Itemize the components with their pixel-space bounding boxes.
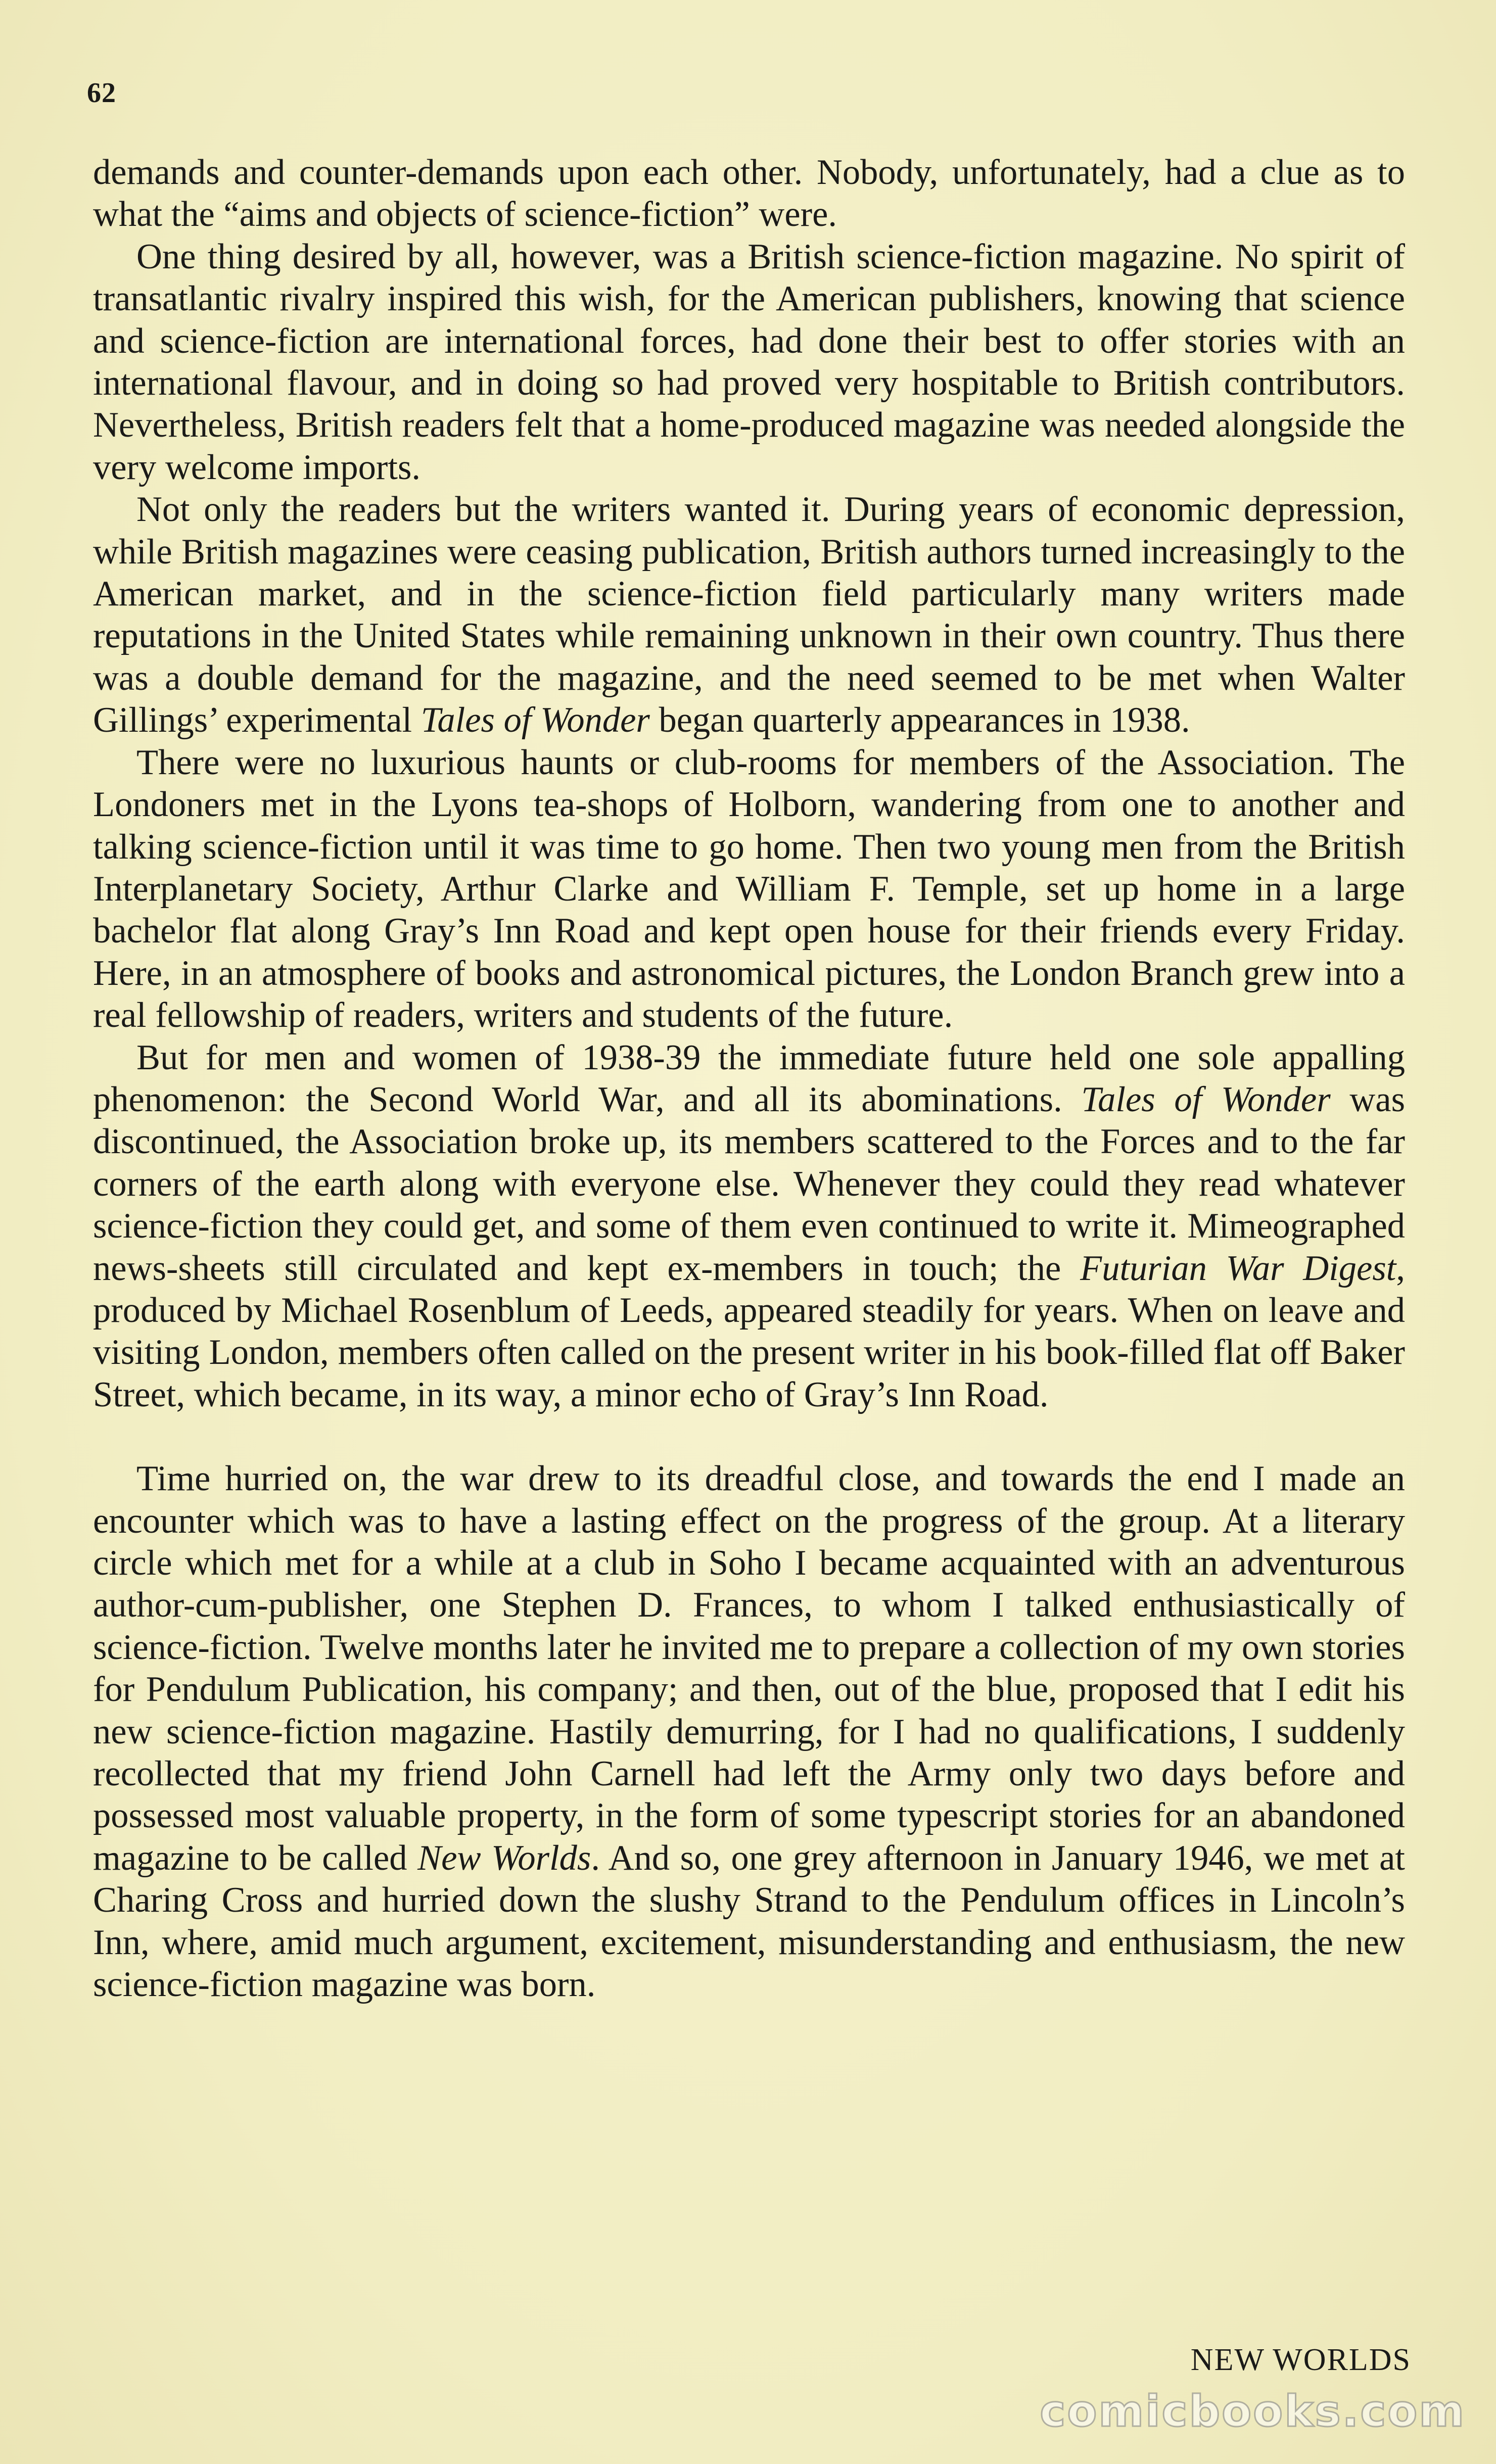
- paragraph: [93, 742, 1405, 1037]
- paragraph: [93, 1037, 1405, 1416]
- text-run: . And so, one grey afternoon in January 1946, we met at Charing Cross and hurried down the slushy Strand to the Pendulum offices in Lincoln’s Inn, where, amid much argument, excitement, misunderstanding and enthusiasm, the new science-fiction magazine was born.: [93, 1838, 1405, 2005]
- page-number: 62: [87, 77, 116, 109]
- text-run: One thing desired by all, however, was a British science-fiction magazine. No spirit of transatlantic rivalry inspired this wish, for the American publishers, knowing that science and science-fiction are international forces, had done their best to offer stories with an international flavour, and in doing so had proved very hospitable to British contributors. Nevertheless, British readers felt that a home-produced magazine was needed alongside the very welcome imports.: [93, 236, 1405, 487]
- paragraph: [93, 236, 1405, 489]
- text-run: was discontinued, the Association broke up, its members scattered to the Forces and to the far corners of the earth along with everyone else. Whenever they could they read whatever science-fiction they could get, and some of them even continued to write it. Mimeographed news-sheets still circulated and kept ex-members in touch; the: [93, 1079, 1406, 1288]
- text-run: demands and counter-demands upon each other. Nobody, unfortunately, had a clue as to what the “aims and objects of science-fiction” were.: [93, 153, 1405, 234]
- italic-title: Tales of Wonder: [420, 700, 650, 740]
- watermark: comicbooks.com: [1040, 2386, 1466, 2437]
- article-body: [93, 152, 1405, 2006]
- paragraph: [93, 489, 1405, 741]
- paragraph: [93, 152, 1405, 236]
- text-run: There were no luxurious haunts or club-rooms for members of the Association. The Londoners met in the Lyons tea-shops of Holborn, wandering from one to another and talking science-fiction until it was time to go home. Then two young men from the British Interplanetary Society, Arthur Clarke and William F. Temple, set up home in a large bachelor flat along Gray’s Inn Road and kept open house for their friends every Friday. Here, in an atmosphere of books and astronomical pictures, the London Branch grew into a real fellowship of readers, writers and students of the future.: [93, 742, 1405, 1035]
- running-footer: NEW WORLDS: [1190, 2343, 1411, 2377]
- text-run: But for men and women of 1938-39 the immediate future held one sole appalling phenomenon: the Second World War, and all its abominations.: [93, 1037, 1405, 1119]
- italic-title: Futurian War Digest: [1080, 1248, 1396, 1288]
- text-run: began quarterly appearances in 1938.: [649, 700, 1190, 740]
- text-run: Time hurried on, the war drew to its dreadful close, and towards the end I made an encounter which was to have a lasting effect on the progress of the group. At a literary circle which met for a while at a club in Soho I became acquainted with an adventurous author-cum-publisher, one Stephen D. Frances, to whom I talked enthusiastically of science-fiction. Twelve months later he invited me to prepare a collection of my own stories for Pendulum Publication, his company; and then, out of the blue, proposed that I edit his new science-fiction magazine. Hastily demurring, for I had no qualifications, I suddenly recollected that my friend John Carnell had left the Army only two days before and possessed most valuable property, in the form of some typescript stories for an abandoned magazine to be called: [93, 1459, 1405, 1878]
- italic-title: New Worlds: [417, 1838, 591, 1878]
- paragraph: [93, 1458, 1405, 2006]
- text-run: , produced by Michael Rosenblum of Leeds, appeared steadily for years. When on leave and visiting London, members often called on the present writer in his book-filled flat off Baker Street, which became, in its way, a minor echo of Gray’s Inn Road.: [93, 1248, 1405, 1414]
- italic-title: Tales of Wonder: [1081, 1079, 1331, 1119]
- text-run: Not only the readers but the writers wanted it. During years of economic depression, while British magazines were ceasing publication, British authors turned increasingly to the American market, and in the science-fiction field particularly many writers made reputations in the United States while remaining unknown in their own country. Thus there was a double demand for the magazine, and the need seemed to be met when Walter Gillings’ experimental: [93, 490, 1405, 740]
